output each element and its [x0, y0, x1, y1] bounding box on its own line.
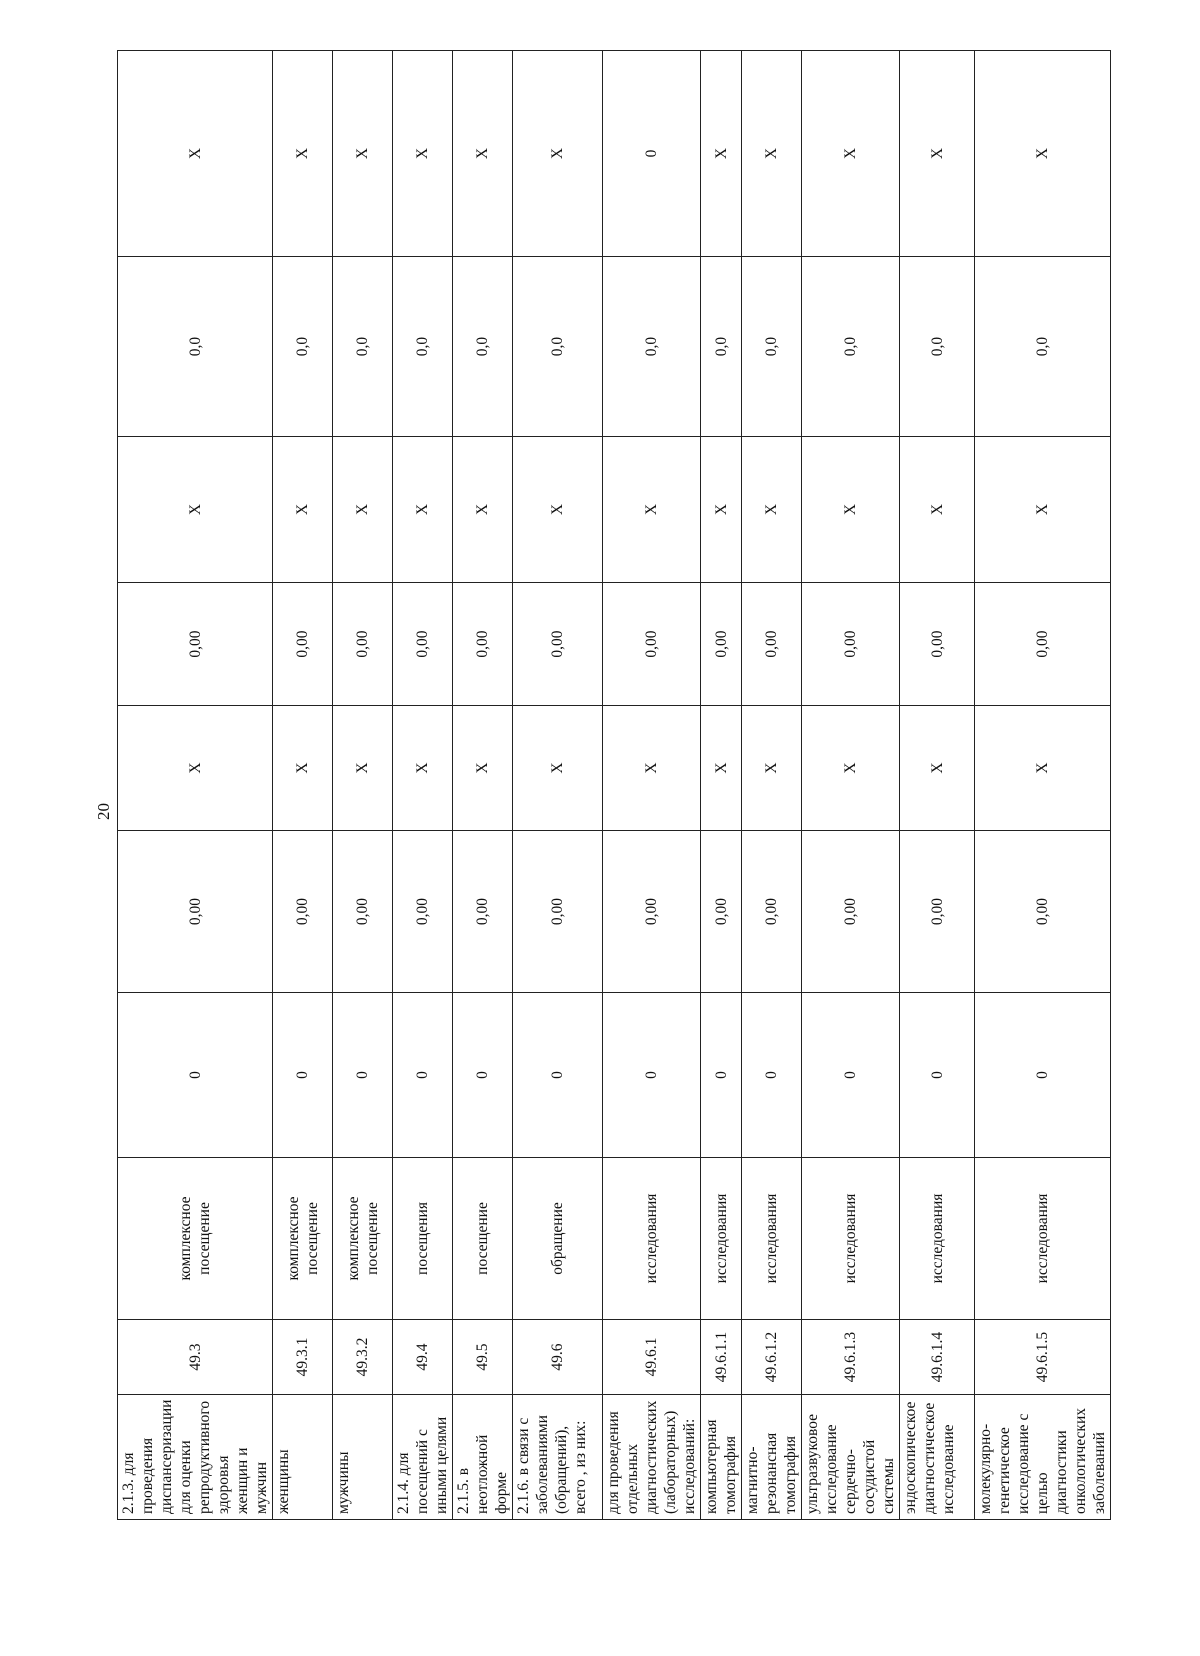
- row-value: 0: [802, 993, 900, 1158]
- row-name: 2.1.5. в неотложной форме: [453, 1395, 513, 1520]
- row-value: X: [393, 51, 453, 257]
- row-value: X: [701, 437, 742, 583]
- row-unit: комплексное посещение: [273, 1158, 333, 1320]
- row-value: X: [513, 51, 603, 257]
- row-value: X: [603, 706, 701, 831]
- row-name: 2.1.6. в связи с заболеваниями (обращений), всего , из них:: [513, 1395, 603, 1520]
- row-value: X: [701, 51, 742, 257]
- row-value: X: [900, 437, 975, 583]
- row-value: 0: [975, 993, 1111, 1158]
- table-row: [453, 51, 513, 1520]
- row-value: X: [900, 51, 975, 257]
- row-name: женщины: [273, 1395, 333, 1520]
- row-code: 49.6.1.1: [701, 1320, 742, 1395]
- row-value: 0,00: [118, 831, 273, 993]
- row-value: 0,0: [900, 257, 975, 437]
- row-code: 49.3.1: [273, 1320, 333, 1395]
- row-value: 0: [742, 993, 802, 1158]
- row-unit: обращение: [513, 1158, 603, 1320]
- row-value: X: [453, 437, 513, 583]
- row-code: 49.4: [393, 1320, 453, 1395]
- row-unit: комплексное посещение: [118, 1158, 273, 1320]
- table-row: [802, 51, 900, 1520]
- row-name: ультразвуковое исследование сердечно-сосудистой системы: [802, 1395, 900, 1520]
- row-value: 0,0: [453, 257, 513, 437]
- row-value: 0,00: [802, 831, 900, 993]
- row-value: X: [900, 706, 975, 831]
- row-value: 0,0: [513, 257, 603, 437]
- row-value: X: [333, 437, 393, 583]
- row-value: 0,00: [802, 583, 900, 706]
- row-value: 0,0: [701, 257, 742, 437]
- row-value: 0,00: [603, 831, 701, 993]
- row-value: X: [742, 706, 802, 831]
- table-row: [333, 51, 393, 1520]
- row-value: X: [701, 706, 742, 831]
- row-value: 0: [701, 993, 742, 1158]
- row-value: 0: [393, 993, 453, 1158]
- row-value: 0: [603, 51, 701, 257]
- row-value: 0,00: [742, 831, 802, 993]
- row-value: 0,0: [333, 257, 393, 437]
- row-value: 0,00: [701, 831, 742, 993]
- row-value: X: [273, 437, 333, 583]
- table-row: [273, 51, 333, 1520]
- row-unit: исследования: [975, 1158, 1111, 1320]
- rotated-table-container: [117, 50, 1108, 1520]
- row-value: X: [513, 437, 603, 583]
- row-value: 0,00: [273, 831, 333, 993]
- row-value: 0,00: [453, 583, 513, 706]
- row-value: 0: [273, 993, 333, 1158]
- row-value: 0,00: [900, 831, 975, 993]
- row-value: 0,00: [453, 831, 513, 993]
- row-unit: посещения: [393, 1158, 453, 1320]
- row-value: X: [513, 706, 603, 831]
- row-value: 0,0: [273, 257, 333, 437]
- row-value: 0,00: [513, 583, 603, 706]
- row-value: X: [118, 437, 273, 583]
- row-value: 0: [900, 993, 975, 1158]
- row-value: X: [333, 706, 393, 831]
- row-unit: исследования: [701, 1158, 742, 1320]
- row-value: 0,0: [118, 257, 273, 437]
- row-value: X: [742, 437, 802, 583]
- row-code: 49.6.1.3: [802, 1320, 900, 1395]
- row-code: 49.6.1.4: [900, 1320, 975, 1395]
- row-value: 0: [333, 993, 393, 1158]
- row-unit: исследования: [603, 1158, 701, 1320]
- page-number: 20: [94, 803, 113, 820]
- row-code: 49.3: [118, 1320, 273, 1395]
- row-value: 0,00: [975, 583, 1111, 706]
- row-value: X: [273, 706, 333, 831]
- row-unit: исследования: [742, 1158, 802, 1320]
- row-value: X: [975, 706, 1111, 831]
- row-value: 0,00: [333, 583, 393, 706]
- row-name: молекулярно-генетическое исследование с целью диагностики онкологических заболеваний: [975, 1395, 1111, 1520]
- row-name: эндоскопическое диагностическое исследование: [900, 1395, 975, 1520]
- row-value: X: [802, 706, 900, 831]
- row-code: 49.3.2: [333, 1320, 393, 1395]
- row-value: X: [393, 706, 453, 831]
- row-value: 0,00: [273, 583, 333, 706]
- row-unit: исследования: [900, 1158, 975, 1320]
- table-row: [701, 51, 742, 1520]
- row-value: X: [975, 437, 1111, 583]
- row-value: 0,00: [900, 583, 975, 706]
- table-row: [393, 51, 453, 1520]
- row-unit: комплексное посещение: [333, 1158, 393, 1320]
- row-value: 0,00: [513, 831, 603, 993]
- row-name: магнитно-резонансная томография: [742, 1395, 802, 1520]
- row-value: 0,0: [603, 257, 701, 437]
- row-code: 49.5: [453, 1320, 513, 1395]
- row-code: 49.6.1.5: [975, 1320, 1111, 1395]
- row-value: 0,00: [975, 831, 1111, 993]
- row-name: 2.1.3. для проведения диспансеризации для оценки репродуктивного здоровья женщин и мужчин: [118, 1395, 273, 1520]
- row-value: X: [393, 437, 453, 583]
- table-row: [975, 51, 1111, 1520]
- row-value: 0,00: [393, 831, 453, 993]
- row-value: X: [453, 51, 513, 257]
- row-code: 49.6.1: [603, 1320, 701, 1395]
- row-code: 49.6: [513, 1320, 603, 1395]
- row-value: 0,00: [701, 583, 742, 706]
- row-value: 0,00: [118, 583, 273, 706]
- row-code: 49.6.1.2: [742, 1320, 802, 1395]
- table-row: [742, 51, 802, 1520]
- row-value: X: [742, 51, 802, 257]
- row-value: 0,0: [975, 257, 1111, 437]
- row-value: 0,0: [802, 257, 900, 437]
- row-name: для проведения отдельных диагностических (лабораторных) исследований:: [603, 1395, 701, 1520]
- row-value: 0: [513, 993, 603, 1158]
- row-value: 0,00: [393, 583, 453, 706]
- row-value: X: [273, 51, 333, 257]
- table-row: [900, 51, 975, 1520]
- row-value: 0,00: [333, 831, 393, 993]
- row-value: 0: [603, 993, 701, 1158]
- row-name: мужчины: [333, 1395, 393, 1520]
- table-row: [513, 51, 603, 1520]
- data-table: [117, 50, 1111, 1520]
- row-name: 2.1.4. для посещений с иными целями: [393, 1395, 453, 1520]
- row-value: 0,00: [742, 583, 802, 706]
- row-value: X: [603, 437, 701, 583]
- row-value: X: [333, 51, 393, 257]
- row-value: X: [118, 706, 273, 831]
- row-value: X: [118, 51, 273, 257]
- row-value: X: [975, 51, 1111, 257]
- row-unit: посещение: [453, 1158, 513, 1320]
- row-value: X: [802, 437, 900, 583]
- row-value: 0: [453, 993, 513, 1158]
- table-row: [603, 51, 701, 1520]
- row-value: X: [802, 51, 900, 257]
- row-value: 0,0: [393, 257, 453, 437]
- row-value: X: [453, 706, 513, 831]
- row-value: 0: [118, 993, 273, 1158]
- row-name: компьютерная томография: [701, 1395, 742, 1520]
- row-value: 0,0: [742, 257, 802, 437]
- table-row: [118, 51, 273, 1520]
- row-unit: исследования: [802, 1158, 900, 1320]
- row-value: 0,00: [603, 583, 701, 706]
